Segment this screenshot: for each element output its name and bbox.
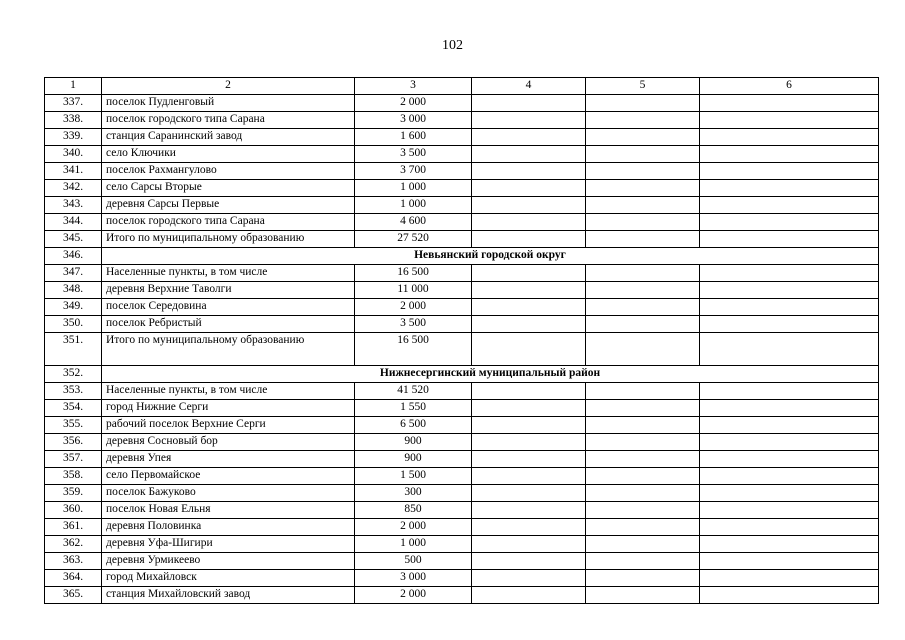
empty-cell-4 [472, 129, 586, 146]
empty-cell-6 [700, 163, 879, 180]
empty-cell-4 [472, 468, 586, 485]
empty-cell-4 [472, 400, 586, 417]
empty-cell-6 [700, 502, 879, 519]
row-number: 342. [45, 180, 102, 197]
value-cell: 6 500 [355, 417, 472, 434]
empty-cell-5 [586, 95, 700, 112]
empty-cell-5 [586, 485, 700, 502]
settlement-name: город Михайловск [102, 570, 355, 587]
settlement-name: село Первомайское [102, 468, 355, 485]
row-number: 352. [45, 366, 102, 383]
settlement-name: станция Михайловский завод [102, 587, 355, 604]
empty-cell-6 [700, 485, 879, 502]
value-cell: 2 000 [355, 299, 472, 316]
value-cell: 3 000 [355, 570, 472, 587]
empty-cell-5 [586, 434, 700, 451]
row-number: 362. [45, 536, 102, 553]
header-cell-5: 5 [586, 78, 700, 95]
row-number: 365. [45, 587, 102, 604]
row-number: 344. [45, 214, 102, 231]
empty-cell-4 [472, 146, 586, 163]
empty-cell-4 [472, 333, 586, 366]
value-cell: 500 [355, 553, 472, 570]
value-cell: 300 [355, 485, 472, 502]
empty-cell-6 [700, 180, 879, 197]
table-row [45, 434, 879, 451]
table-body [45, 78, 879, 604]
value-cell: 11 000 [355, 282, 472, 299]
empty-cell-6 [700, 95, 879, 112]
table-row [45, 333, 879, 366]
empty-cell-5 [586, 468, 700, 485]
settlement-name: деревня Верхние Таволги [102, 282, 355, 299]
empty-cell-5 [586, 197, 700, 214]
empty-cell-4 [472, 553, 586, 570]
row-number: 347. [45, 265, 102, 282]
settlement-name: поселок городского типа Сарана [102, 214, 355, 231]
data-table [44, 77, 879, 604]
empty-cell-5 [586, 112, 700, 129]
table-row [45, 299, 879, 316]
row-number: 357. [45, 451, 102, 468]
settlement-name: поселок Ребристый [102, 316, 355, 333]
value-cell: 16 500 [355, 333, 472, 366]
empty-cell-5 [586, 502, 700, 519]
section-header-row [45, 366, 879, 383]
empty-cell-4 [472, 485, 586, 502]
empty-cell-5 [586, 553, 700, 570]
value-cell: 1 000 [355, 180, 472, 197]
empty-cell-5 [586, 570, 700, 587]
row-number: 338. [45, 112, 102, 129]
table-row [45, 570, 879, 587]
settlement-name: станция Саранинский завод [102, 129, 355, 146]
empty-cell-6 [700, 282, 879, 299]
table-row [45, 231, 879, 248]
row-number: 343. [45, 197, 102, 214]
empty-cell-5 [586, 400, 700, 417]
settlement-name: рабочий поселок Верхние Серги [102, 417, 355, 434]
row-number: 356. [45, 434, 102, 451]
table-row [45, 468, 879, 485]
table-row [45, 265, 879, 282]
empty-cell-4 [472, 434, 586, 451]
header-cell-2: 2 [102, 78, 355, 95]
settlement-name: деревня Половинка [102, 519, 355, 536]
empty-cell-5 [586, 265, 700, 282]
value-cell: 2 000 [355, 587, 472, 604]
empty-cell-4 [472, 536, 586, 553]
empty-cell-6 [700, 587, 879, 604]
empty-cell-5 [586, 451, 700, 468]
settlement-name: деревня Сосновый бор [102, 434, 355, 451]
value-cell: 3 500 [355, 316, 472, 333]
empty-cell-5 [586, 417, 700, 434]
table-row [45, 451, 879, 468]
row-number: 349. [45, 299, 102, 316]
value-cell: 41 520 [355, 383, 472, 400]
value-cell: 2 000 [355, 519, 472, 536]
value-cell: 2 000 [355, 95, 472, 112]
settlement-name: деревня Упея [102, 451, 355, 468]
value-cell: 850 [355, 502, 472, 519]
section-header-row [45, 248, 879, 265]
settlement-name: поселок Середовина [102, 299, 355, 316]
row-number: 360. [45, 502, 102, 519]
row-number: 359. [45, 485, 102, 502]
empty-cell-5 [586, 536, 700, 553]
empty-cell-6 [700, 553, 879, 570]
value-cell: 27 520 [355, 231, 472, 248]
row-number: 348. [45, 282, 102, 299]
settlement-name: село Сарсы Вторые [102, 180, 355, 197]
settlement-name: деревня Урмикеево [102, 553, 355, 570]
empty-cell-4 [472, 163, 586, 180]
section-title: Невьянский городской округ [102, 248, 879, 265]
settlement-name: поселок Рахмангулово [102, 163, 355, 180]
header-cell-4: 4 [472, 78, 586, 95]
empty-cell-5 [586, 282, 700, 299]
empty-cell-4 [472, 451, 586, 468]
row-number: 351. [45, 333, 102, 366]
settlement-name: деревня Уфа-Шигири [102, 536, 355, 553]
table-row [45, 553, 879, 570]
table-row [45, 146, 879, 163]
table-row [45, 112, 879, 129]
empty-cell-4 [472, 214, 586, 231]
table-row [45, 417, 879, 434]
settlement-name: Населенные пункты, в том числе [102, 383, 355, 400]
empty-cell-4 [472, 231, 586, 248]
settlement-name: Населенные пункты, в том числе [102, 265, 355, 282]
empty-cell-6 [700, 519, 879, 536]
row-number: 364. [45, 570, 102, 587]
table-row [45, 536, 879, 553]
settlement-name: поселок Пудленговый [102, 95, 355, 112]
empty-cell-4 [472, 502, 586, 519]
empty-cell-6 [700, 417, 879, 434]
empty-cell-6 [700, 434, 879, 451]
empty-cell-5 [586, 519, 700, 536]
value-cell: 3 700 [355, 163, 472, 180]
value-cell: 1 600 [355, 129, 472, 146]
empty-cell-4 [472, 316, 586, 333]
value-cell: 1 550 [355, 400, 472, 417]
empty-cell-6 [700, 265, 879, 282]
empty-cell-6 [700, 316, 879, 333]
empty-cell-6 [700, 197, 879, 214]
header-cell-3: 3 [355, 78, 472, 95]
table-row [45, 485, 879, 502]
empty-cell-6 [700, 214, 879, 231]
row-number: 353. [45, 383, 102, 400]
empty-cell-4 [472, 197, 586, 214]
empty-cell-4 [472, 95, 586, 112]
empty-cell-4 [472, 299, 586, 316]
table-row [45, 502, 879, 519]
value-cell: 1 500 [355, 468, 472, 485]
header-cell-1: 1 [45, 78, 102, 95]
row-number: 345. [45, 231, 102, 248]
empty-cell-5 [586, 180, 700, 197]
value-cell: 900 [355, 434, 472, 451]
empty-cell-5 [586, 214, 700, 231]
settlement-name: город Нижние Серги [102, 400, 355, 417]
settlement-name: поселок Бажуково [102, 485, 355, 502]
table-row [45, 383, 879, 400]
value-cell: 1 000 [355, 536, 472, 553]
row-number: 341. [45, 163, 102, 180]
empty-cell-4 [472, 383, 586, 400]
value-cell: 900 [355, 451, 472, 468]
empty-cell-4 [472, 180, 586, 197]
empty-cell-5 [586, 231, 700, 248]
row-number: 346. [45, 248, 102, 265]
row-number: 363. [45, 553, 102, 570]
row-number: 358. [45, 468, 102, 485]
empty-cell-6 [700, 299, 879, 316]
empty-cell-6 [700, 129, 879, 146]
settlement-name: поселок городского типа Сарана [102, 112, 355, 129]
empty-cell-6 [700, 451, 879, 468]
empty-cell-6 [700, 400, 879, 417]
value-cell: 1 000 [355, 197, 472, 214]
empty-cell-5 [586, 146, 700, 163]
empty-cell-4 [472, 112, 586, 129]
table-row [45, 214, 879, 231]
empty-cell-5 [586, 587, 700, 604]
table-row [45, 316, 879, 333]
empty-cell-5 [586, 333, 700, 366]
row-number: 361. [45, 519, 102, 536]
settlement-name: деревня Сарсы Первые [102, 197, 355, 214]
row-number: 340. [45, 146, 102, 163]
empty-cell-6 [700, 146, 879, 163]
row-number: 337. [45, 95, 102, 112]
empty-cell-4 [472, 519, 586, 536]
empty-cell-6 [700, 383, 879, 400]
row-number: 355. [45, 417, 102, 434]
settlement-name: Итого по муниципальному образованию [102, 231, 355, 248]
section-title: Нижнесергинский муниципальный район [102, 366, 879, 383]
empty-cell-4 [472, 265, 586, 282]
table-row [45, 129, 879, 146]
row-number: 350. [45, 316, 102, 333]
header-cell-6: 6 [700, 78, 879, 95]
empty-cell-5 [586, 299, 700, 316]
settlement-name: село Ключики [102, 146, 355, 163]
page-number: 102 [442, 38, 463, 53]
empty-cell-6 [700, 112, 879, 129]
empty-cell-5 [586, 163, 700, 180]
settlement-name: поселок Новая Ельня [102, 502, 355, 519]
value-cell: 16 500 [355, 265, 472, 282]
empty-cell-6 [700, 468, 879, 485]
empty-cell-5 [586, 129, 700, 146]
empty-cell-5 [586, 383, 700, 400]
row-number: 354. [45, 400, 102, 417]
empty-cell-6 [700, 333, 879, 366]
table-row [45, 519, 879, 536]
value-cell: 3 000 [355, 112, 472, 129]
table-row [45, 400, 879, 417]
value-cell: 4 600 [355, 214, 472, 231]
table-row [45, 282, 879, 299]
table-row [45, 587, 879, 604]
empty-cell-5 [586, 316, 700, 333]
empty-cell-4 [472, 570, 586, 587]
settlement-name: Итого по муниципальному образованию [102, 333, 355, 366]
table-row [45, 95, 879, 112]
value-cell: 3 500 [355, 146, 472, 163]
empty-cell-6 [700, 570, 879, 587]
table-row [45, 163, 879, 180]
table-row [45, 180, 879, 197]
empty-cell-6 [700, 231, 879, 248]
header-row [45, 78, 879, 95]
row-number: 339. [45, 129, 102, 146]
empty-cell-4 [472, 417, 586, 434]
empty-cell-4 [472, 587, 586, 604]
table-row [45, 197, 879, 214]
empty-cell-4 [472, 282, 586, 299]
empty-cell-6 [700, 536, 879, 553]
